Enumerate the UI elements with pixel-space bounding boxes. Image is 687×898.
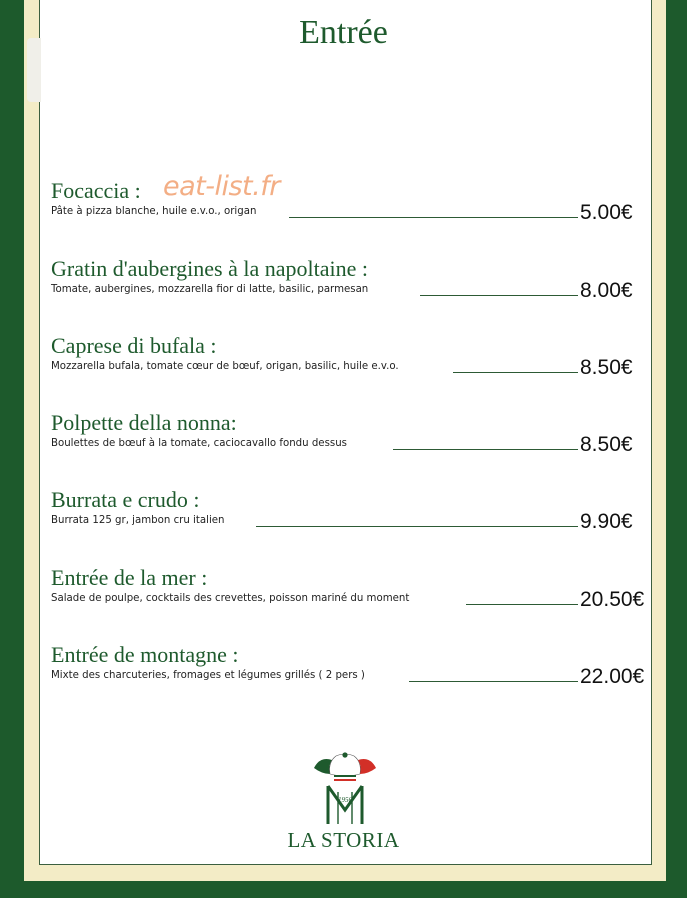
menu-item — [51, 178, 651, 238]
item-description: Salade de poulpe, cocktails des crevettes, poisson mariné du moment — [51, 593, 410, 604]
item-description: Mozzarella bufala, tomate cœur de bœuf, origan, basilic, huile e.v.o. — [51, 361, 399, 372]
price-leader-line — [420, 295, 578, 296]
menu-item — [51, 565, 651, 625]
brand-name: LA STORIA — [287, 828, 400, 852]
item-price: 22.00€ — [580, 665, 645, 688]
watermark: eat-list.fr — [163, 171, 280, 202]
item-price: 8.50€ — [580, 356, 633, 379]
item-description: Tomate, aubergines, mozzarella fior di latte, basilic, parmesan — [51, 284, 369, 295]
item-name: Gratin d'aubergines à la napoltaine : — [51, 256, 368, 281]
item-name: Focaccia : — [51, 178, 141, 203]
restaurant-logo — [312, 752, 378, 828]
menu-item — [51, 410, 651, 470]
page-title: Entrée — [299, 14, 388, 51]
menu-item — [51, 256, 651, 316]
item-name: Caprese di bufala : — [51, 333, 217, 358]
item-name: Entrée de la mer : — [51, 565, 208, 590]
item-name: Polpette della nonna: — [51, 410, 237, 435]
price-leader-line — [393, 449, 578, 450]
price-leader-line — [256, 526, 578, 527]
item-price: 8.00€ — [580, 279, 633, 302]
price-leader-line — [409, 681, 578, 682]
item-name: Entrée de montagne : — [51, 642, 239, 667]
menu-item — [51, 333, 651, 393]
price-leader-line — [453, 372, 578, 373]
price-leader-line — [466, 604, 578, 605]
item-price: 8.50€ — [580, 433, 633, 456]
menu-item — [51, 487, 651, 547]
item-price: 20.50€ — [580, 588, 645, 611]
item-description: Boulettes de bœuf à la tomate, caciocavallo fondu dessus — [51, 438, 347, 449]
item-description: Pâte à pizza blanche, huile e.v.o., origan — [51, 206, 257, 217]
menu-item — [51, 642, 651, 702]
item-name: Burrata e crudo : — [51, 487, 200, 512]
item-price: 5.00€ — [580, 201, 633, 224]
item-price: 9.90€ — [580, 510, 633, 533]
item-description: Burrata 125 gr, jambon cru italien — [51, 515, 225, 526]
logo-year: 1956 — [338, 796, 352, 804]
item-description: Mixte des charcuteries, fromages et légumes grillés ( 2 pers ) — [51, 670, 365, 681]
price-leader-line — [289, 217, 578, 218]
